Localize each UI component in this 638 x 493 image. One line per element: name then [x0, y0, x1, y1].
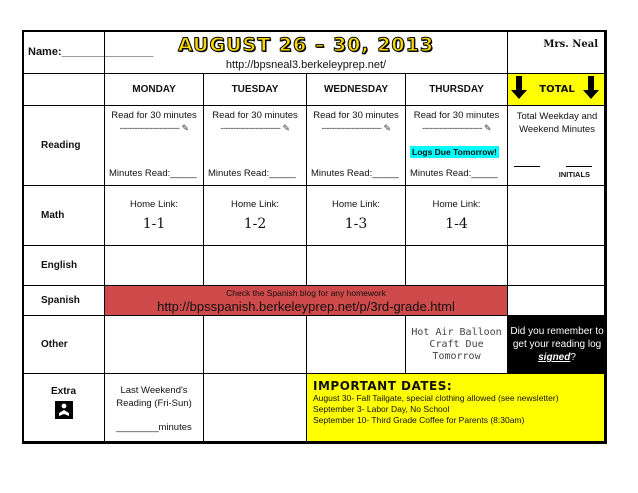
- pencil-icon: ✎: [282, 123, 290, 133]
- name-field[interactable]: Name:_______________: [23, 31, 105, 74]
- minutes-read-field[interactable]: Minutes Read:_____: [109, 168, 197, 179]
- row-label-english: English: [23, 246, 105, 286]
- home-link-number: 1-2: [243, 216, 267, 232]
- reading-tuesday: Read for 30 minutes ------------------------ ✎ Minutes Read:_____: [204, 106, 307, 186]
- row-label-other: Other: [23, 316, 105, 374]
- home-link-number: 1-4: [445, 216, 468, 232]
- reading-wednesday: Read for 30 minutes ------------------------ ✎ Minutes Read:_____: [307, 106, 406, 186]
- total-label: TOTAL: [539, 84, 575, 95]
- day-wednesday: WEDNESDAY: [307, 74, 406, 106]
- weekday-weekend-total: Total Weekday and Weekend Minutes: [516, 111, 598, 135]
- day-monday: MONDAY: [105, 74, 204, 106]
- other-thursday: Hot Air Balloon Craft Due Tomorrow: [406, 316, 508, 374]
- pencil-icon: ✎: [383, 123, 391, 133]
- minutes-read-field[interactable]: Minutes Read:_____: [311, 168, 399, 179]
- logs-due-badge: Logs Due Tomorrow!: [412, 147, 497, 157]
- day-thursday: THURSDAY: [406, 74, 508, 106]
- home-link-number: 1-3: [344, 216, 368, 232]
- class-website-link[interactable]: http://bpsneal3.berkeleyprep.net/: [225, 58, 387, 71]
- page-border: [22, 30, 606, 443]
- home-link-number: 1-1: [142, 216, 166, 232]
- math-monday: Home Link: 1-1: [105, 186, 204, 246]
- teacher-name: Mrs. Neal: [508, 31, 607, 74]
- row-label-reading: Reading: [23, 106, 105, 186]
- important-dates-title: IMPORTANT DATES:: [313, 379, 453, 393]
- important-date-item: September 10- Third Grade Coffee for Parents (8:30am): [313, 415, 525, 425]
- important-date-item: August 30- Fall Tailgate, special clothing allowed (see newsletter): [313, 393, 559, 403]
- initials-label: INITIALS: [558, 170, 591, 179]
- spanish-blog-link[interactable]: http://bpsspanish.berkeleyprep.net/p/3rd-grade.html: [157, 298, 455, 314]
- reading-log-reminder: Did you remember to get your reading log signed?: [508, 316, 607, 374]
- row-label-extra: Extra: [23, 374, 105, 444]
- day-tuesday: TUESDAY: [204, 74, 307, 106]
- pencil-icon: ✎: [483, 123, 492, 133]
- page-title: AUGUST 26 – 30, 2013: [177, 33, 435, 56]
- math-wednesday: Home Link: 1-3: [307, 186, 406, 246]
- important-date-item: September 3- Labor Day, No School: [313, 404, 450, 414]
- row-label-spanish: Spanish: [23, 286, 105, 316]
- weekend-minutes-field[interactable]: ________minutes: [116, 422, 192, 433]
- math-thursday: Home Link: 1-4: [406, 186, 508, 246]
- spanish-note: Check the Spanish blog for any homework: [226, 287, 386, 298]
- last-weekend-reading: Last Weekend's Reading (Fri-Sun): [116, 385, 192, 409]
- reading-thursday: Read for 30 minutes ------------------------ ✎ Logs Due Tomorrow! Minutes Read:_____: [406, 106, 508, 186]
- row-label-math: Math: [23, 186, 105, 246]
- pencil-icon: ✎: [181, 123, 189, 133]
- reading-monday: Read for 30 minutes ------------------------ ✎ Minutes Read:_____: [105, 106, 204, 186]
- math-tuesday: Home Link: 1-2: [204, 186, 307, 246]
- minutes-read-field[interactable]: Minutes Read:_____: [410, 168, 498, 179]
- minutes-read-field[interactable]: Minutes Read:_____: [208, 168, 296, 179]
